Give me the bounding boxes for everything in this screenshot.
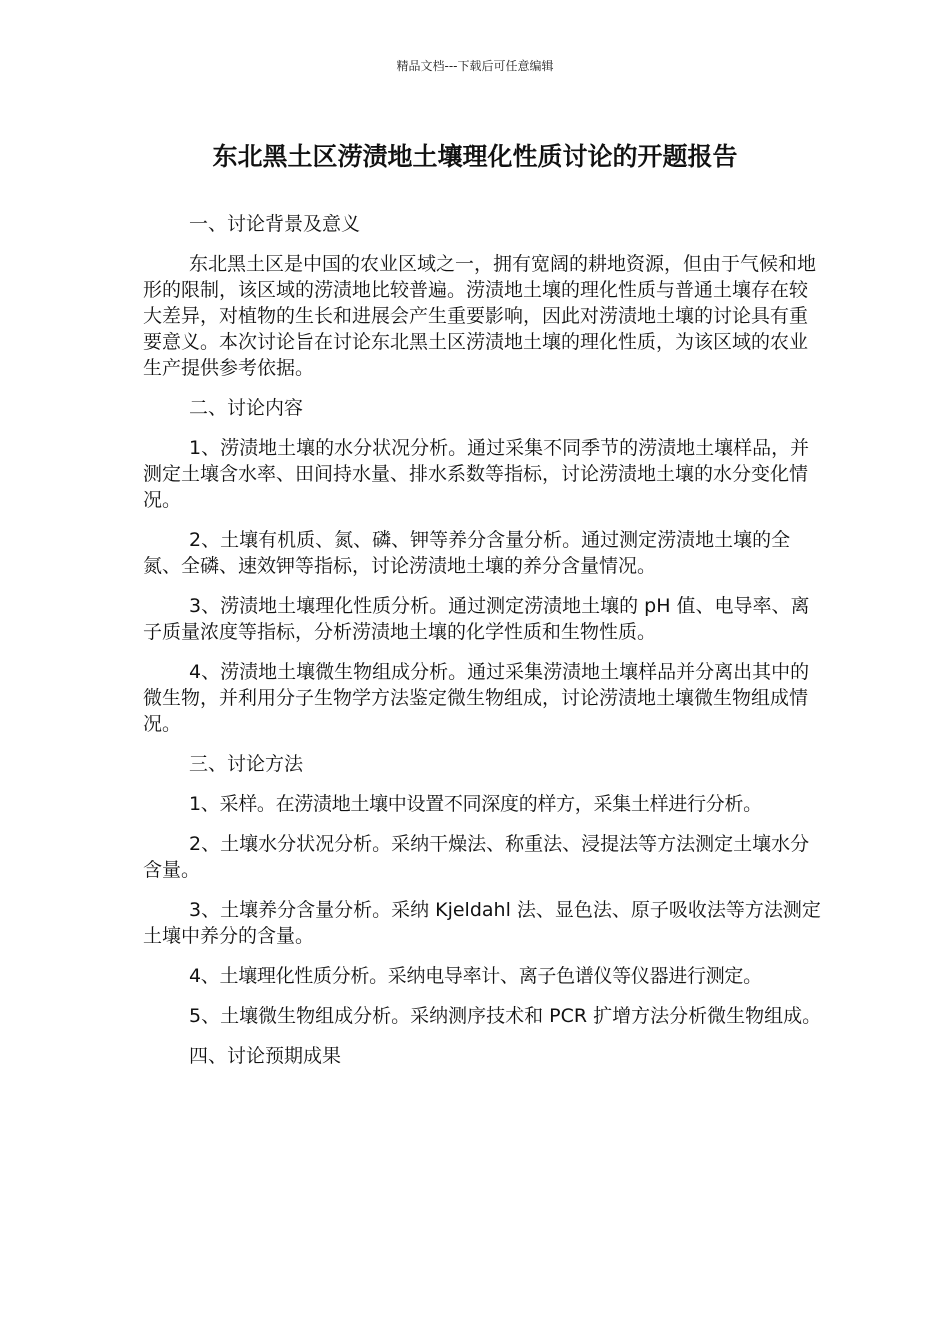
method-item-3: 3、土壤养分含量分析。采纳 Kjeldahl 法、显色法、原子吸收法等方法测定土壤中养分的含量。	[143, 899, 821, 947]
content-item-3: 3、涝渍地土壤理化性质分析。通过测定涝渍地土壤的 pH 值、电导率、离子质量浓度等指标，分析涝渍地土壤的化学性质和生物性质。	[143, 595, 810, 643]
method-item-4: 4、土壤理化性质分析。采纳电导率计、离子色谱仪等仪器进行测定。	[189, 965, 762, 987]
page-header: 精品文档---下载后可任意编辑	[396, 59, 554, 73]
method-item-1: 1、采样。在涝渍地土壤中设置不同深度的样方，采集土样进行分析。	[189, 793, 762, 815]
background-paragraph: 东北黑土区是中国的农业区域之一，拥有宽阔的耕地资源，但由于气候和地形的限制，该区域的涝渍地比较普遍。涝渍地土壤的理化性质与普通土壤存在较大差异，对植物的生长和进展会产生重要影响，因此对涝渍地土壤的讨论具有重要意义。本次讨论旨在讨论东北黑土区涝渍地土壤的理化性质，为该区域的农业生产提供参考依据。	[143, 253, 817, 379]
section-heading-outcomes: 四、讨论预期成果	[189, 1045, 342, 1067]
content-item-2: 2、土壤有机质、氮、磷、钾等养分含量分析。通过测定涝渍地土壤的全氮、全磷、速效钾等指标，讨论涝渍地土壤的养分含量情况。	[143, 529, 791, 577]
document-title: 东北黑土区涝渍地土壤理化性质讨论的开题报告	[212, 142, 738, 171]
content-item-1: 1、涝渍地土壤的水分状况分析。通过采集不同季节的涝渍地土壤样品，并测定土壤含水率、田间持水量、排水系数等指标，讨论涝渍地土壤的水分变化情况。	[143, 437, 810, 511]
section-heading-background: 一、讨论背景及意义	[189, 213, 361, 235]
section-heading-methods: 三、讨论方法	[189, 753, 304, 775]
document-body	[143, 211, 823, 1083]
content-item-4: 4、涝渍地土壤微生物组成分析。通过采集涝渍地土壤样品并分离出其中的微生物，并利用分子生物学方法鉴定微生物组成，讨论涝渍地土壤微生物组成情况。	[143, 661, 810, 735]
section-heading-content: 二、讨论内容	[189, 397, 304, 419]
method-item-5: 5、土壤微生物组成分析。采纳测序技术和 PCR 扩增方法分析微生物组成。	[189, 1005, 822, 1027]
method-item-2: 2、土壤水分状况分析。采纳干燥法、称重法、浸提法等方法测定土壤水分含量。	[143, 833, 810, 881]
